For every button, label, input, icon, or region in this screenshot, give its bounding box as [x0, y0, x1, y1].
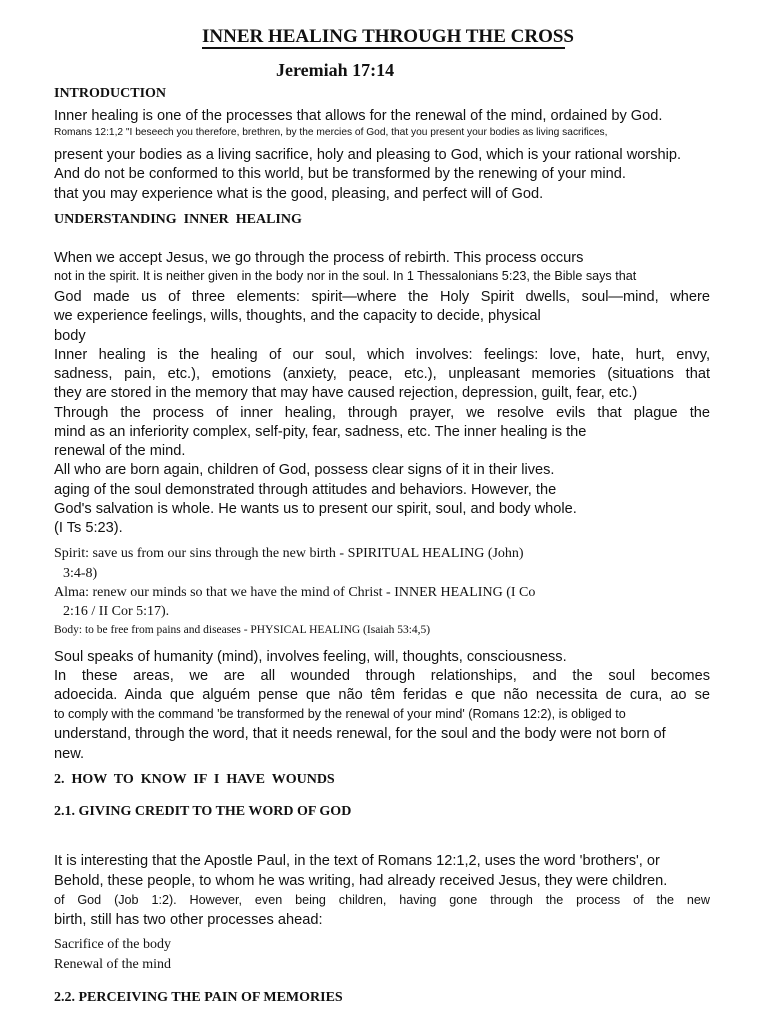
healing-item-spirit-ref: 3:4-8) — [63, 566, 98, 581]
intro-heading: INTRODUCTION — [54, 86, 167, 101]
paragraph-line: When we accept Jesus, we go through the process of rebirth. This process occurs — [54, 250, 584, 266]
paragraph-line: we experience feelings, wills, thoughts, and the capacity to decide, physical — [54, 308, 541, 324]
paragraph-line: of God (Job 1:2). However, even being children, having gone through the process of the new — [54, 893, 710, 907]
process-item: Sacrifice of the body — [54, 937, 172, 952]
healing-item-soul: Alma: renew our minds so that we have the mind of Christ - INNER HEALING (I Co — [54, 585, 536, 600]
paragraph-line: (I Ts 5:23). — [54, 520, 123, 536]
process-item: Renewal of the mind — [54, 957, 172, 972]
section-2-heading: 2. HOW TO KNOW IF I HAVE WOUNDS — [54, 772, 335, 787]
paragraph-line: understand, through the word, that it needs renewal, for the soul and the body were not born of — [54, 726, 666, 742]
intro-line: Inner healing is one of the processes that allows for the renewal of the mind, ordained by God. — [54, 108, 663, 124]
healing-item-soul-ref: 2:16 / II Cor 5:17). — [63, 604, 170, 619]
paragraph-line: adoecida. Ainda que alguém pense que não têm feridas e que não necessita de cura, ao se — [54, 687, 710, 703]
section-2-1-heading: 2.1. GIVING CREDIT TO THE WORD OF GOD — [54, 804, 352, 819]
paragraph-line: God's salvation is whole. He wants us to present our spirit, soul, and body whole. — [54, 501, 577, 517]
document-title: INNER HEALING THROUGH THE CROSS — [202, 26, 574, 47]
paragraph-line: renewal of the mind. — [54, 443, 186, 459]
paragraph-line: to comply with the command 'be transformed by the renewal of your mind' (Romans 12:2), is obliged to — [54, 707, 626, 721]
section-2-2-heading: 2.2. PERCEIVING THE PAIN OF MEMORIES — [54, 990, 343, 1005]
paragraph-line: Behold, these people, to whom he was writing, had already received Jesus, they were children. — [54, 873, 668, 889]
paragraph-line: not in the spirit. It is neither given in the body nor in the soul. In 1 Thessalonians 5:23, the Bible says that — [54, 269, 637, 283]
paragraph-line: they are stored in the memory that may have caused rejection, depression, guilt, fear, etc.) — [54, 385, 638, 401]
paragraph-line: Soul speaks of humanity (mind), involves feeling, will, thoughts, consciousness. — [54, 649, 567, 665]
paragraph-line: It is interesting that the Apostle Paul, in the text of Romans 12:1,2, uses the word 'brothers', or — [54, 853, 660, 869]
paragraph-line: birth, still has two other processes ahead: — [54, 912, 323, 928]
healing-item-body: Body: to be free from pains and diseases - PHYSICAL HEALING (Isaiah 53:4,5) — [54, 624, 431, 636]
title-underline — [202, 47, 565, 49]
understanding-heading: UNDERSTANDING INNER HEALING — [54, 212, 302, 227]
intro-line: that you may experience what is the good, pleasing, and perfect will of God. — [54, 186, 544, 202]
paragraph-line: In these areas, we are all wounded through relationships, and the soul becomes — [54, 668, 710, 684]
paragraph-line: aging of the soul demonstrated through attitudes and behaviors. However, the — [54, 482, 557, 498]
paragraph-line: Through the process of inner healing, through prayer, we resolve evils that plague the — [54, 405, 710, 421]
paragraph-line: God made us of three elements: spirit—where the Holy Spirit dwells, soul—mind, where — [54, 289, 710, 305]
intro-line: And do not be conformed to this world, but be transformed by the renewing of your mind. — [54, 166, 626, 182]
healing-item-spirit: Spirit: save us from our sins through the new birth - SPIRITUAL HEALING (John) — [54, 546, 524, 561]
intro-line: Romans 12:1,2 "I beseech you therefore, brethren, by the mercies of God, that you present your bodies as living sacrifices, — [54, 127, 608, 138]
paragraph-line: All who are born again, children of God, possess clear signs of it in their lives. — [54, 462, 555, 478]
paragraph-line: mind as an inferiority complex, self-pity, fear, sadness, etc. The inner healing is the — [54, 424, 587, 440]
paragraph-line: Inner healing is the healing of our soul, which involves: feelings: love, hate, hurt, envy, — [54, 347, 710, 363]
paragraph-line: sadness, pain, etc.), emotions (anxiety, peace, etc.), unpleasant memories (situations that — [54, 366, 710, 382]
intro-line: present your bodies as a living sacrifice, holy and pleasing to God, which is your rational worship. — [54, 147, 682, 163]
paragraph-line: body — [54, 328, 86, 344]
document-subtitle: Jeremiah 17:14 — [276, 60, 395, 80]
paragraph-line: new. — [54, 746, 85, 762]
